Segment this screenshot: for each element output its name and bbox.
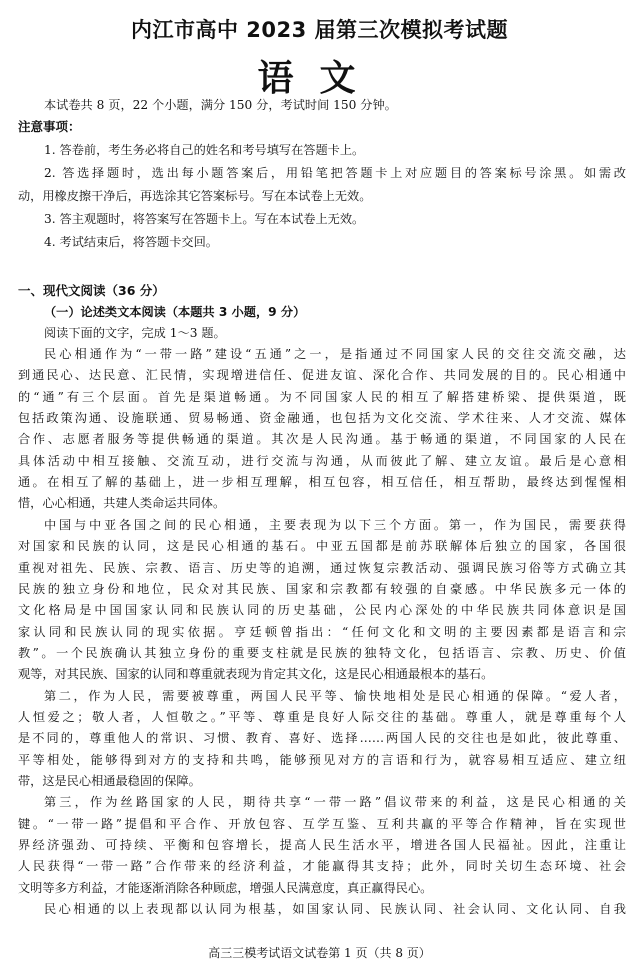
passage-line: 惜，心心相通，共建人类命运共同体。 [18, 496, 226, 511]
notice-line: 2. 答选择题时，选出每小题答案后，用铅笔把答题卡上对应题目的答案标号涂黑。如需改 [44, 166, 626, 180]
passage-line: 第二，作为人民，需要被尊重，两国人民平等、愉快地相处是民心相通的保障。“爱人者， [44, 688, 626, 703]
exam-intro: 本试卷共 8 页，22 个小题，满分 150 分，考试时间 150 分钟。 [44, 98, 397, 112]
passage-line: 重视对祖先、民族、宗教、语言、历史等的追溯，通过恢复宗教活动、强调民族习俗等方式确立其 [18, 560, 626, 575]
passage-line: 家认同和民族认同的现实依据。亨廷顿曾指出：“任何文化和文明的主要因素都是语言和宗 [18, 624, 626, 639]
subject-title: 语文 [257, 58, 382, 99]
passage-line: 合作、志愿者服务等提供畅通的渠道。其次是人民沟通。基于畅通的渠道，不同国家的人民在 [18, 432, 626, 447]
notice-line: 4. 考试结束后，将答题卡交回。 [44, 235, 218, 249]
part-heading: （一）论述类文本阅读（本题共 3 小题，9 分） [44, 305, 306, 319]
notice-heading: 注意事项： [18, 119, 81, 134]
notice-line: 动，用橡皮擦干净后，再选涂其它答案标号。写在本试卷上无效。 [18, 189, 372, 203]
passage-line: 第三，作为丝路国家的人民，期待共享“一带一路”倡议带来的利益，这是民心相通的关 [44, 795, 626, 810]
notice-line: 1. 答卷前，考生务必将自己的姓名和考号填写在答题卡上。 [44, 143, 365, 157]
passage-line: 人恒爱之；敬人者，人恒敬之。”平等、尊重是良好人际交往的基础。尊重人，就是尊重每个人 [18, 709, 626, 724]
reading-instruction: 阅读下面的文字，完成 1～3 题。 [44, 326, 226, 340]
passage-line: 平等相处，能够得到对方的支持和共鸣，能够预见对方的言语和行为，就容易相互适应、建立纽 [18, 752, 626, 767]
passage-line: 民心相通的以上表现都以认同为根基，如国家认同、民族认同、社会认同、文化认同、自我 [44, 902, 626, 917]
passage-line: 文明等多方利益，才能逐渐消除各种顾虑，增强人民满意度，真正赢得民心。 [18, 880, 433, 895]
passage-line: 包括政策沟通、设施联通、贸易畅通、资金融通，也包括为文化交流、学术往来、人才交流、媒体 [18, 411, 626, 426]
page-footer: 高三三模考试语文试卷第 1 页（共 8 页） [208, 946, 431, 960]
passage-line: 对国家和民族的认同，这是民心相通的基石。中亚五国都是前苏联解体后独立的国家，各国很 [18, 539, 626, 554]
exam-title: 内江市高中 2023 届第三次模拟考试题 [130, 18, 509, 42]
passage-line: 到通民心、达民意、汇民情，实现增进信任、促进友谊、深化合作、共同发展的目的。民心相通中 [18, 368, 626, 383]
passage-line: 观等，对其民族、国家的认同和尊重就表现为肯定其文化，这是民心相通最根本的基石。 [18, 667, 494, 682]
passage-line: 键。“一带一路”提倡和平合作、开放包容、互学互鉴、互利共赢的平等合作精神，旨在实现世 [18, 816, 626, 831]
passage-line: 文化格局是中国国家认同和民族认同的历史基础，公民内心深处的中华民族共同体意识是国 [18, 603, 626, 618]
passage-line: 是不同的，尊重他人的常识、习惯、教育、喜好、选择……两国人民的交往也是如此，彼此尊重、 [18, 731, 626, 746]
section-heading: 一、现代文阅读（36 分） [18, 283, 165, 298]
passage-line: 中国与中亚各国之间的民心相通，主要表现为以下三个方面。第一，作为国民，需要获得 [44, 517, 626, 532]
passage-line: 带，这是民心相通最稳固的保障。 [18, 774, 201, 788]
passage-line: 具体活动中相互接触、交流互动，进行交流与沟通，从而彼此了解、建立友谊。最后是心意相 [18, 453, 626, 468]
passage-line: 界经济强劲、可持续、平衡和包容增长，提高人民生活水平，增进各国人民福祉。因此，注重让 [18, 838, 626, 853]
passage-line: 的“通”有三个层面。首先是渠道畅通。为不同国家人民的相互了解搭建桥梁、提供渠道，既 [18, 389, 626, 404]
passage-line: 通。在相互了解的基础上，进一步相互理解，相互包容，相互信任，相互帮助，最终达到惺惺相 [18, 475, 626, 490]
passage-line: 教”。一个民族确认其独立身份的重要支柱就是民族的独特文化，包括语言、宗教、历史、价值 [18, 645, 626, 660]
passage-line: 民心相通作为“一带一路”建设“五通”之一，是指通过不同国家人民的交往交流交融，达 [44, 347, 626, 361]
notice-line: 3. 答主观题时，将答案写在答题卡上。写在本试卷上无效。 [44, 212, 365, 226]
passage-line: 人民获得“一带一路”合作带来的经济利益，才能赢得其支持；此外，同时关切生态环境、社会 [18, 859, 626, 874]
passage-line: 民族的独立身份和地位，民众对其民族、国家和宗教都有较强的自豪感。中华民族多元一体的 [18, 581, 626, 596]
